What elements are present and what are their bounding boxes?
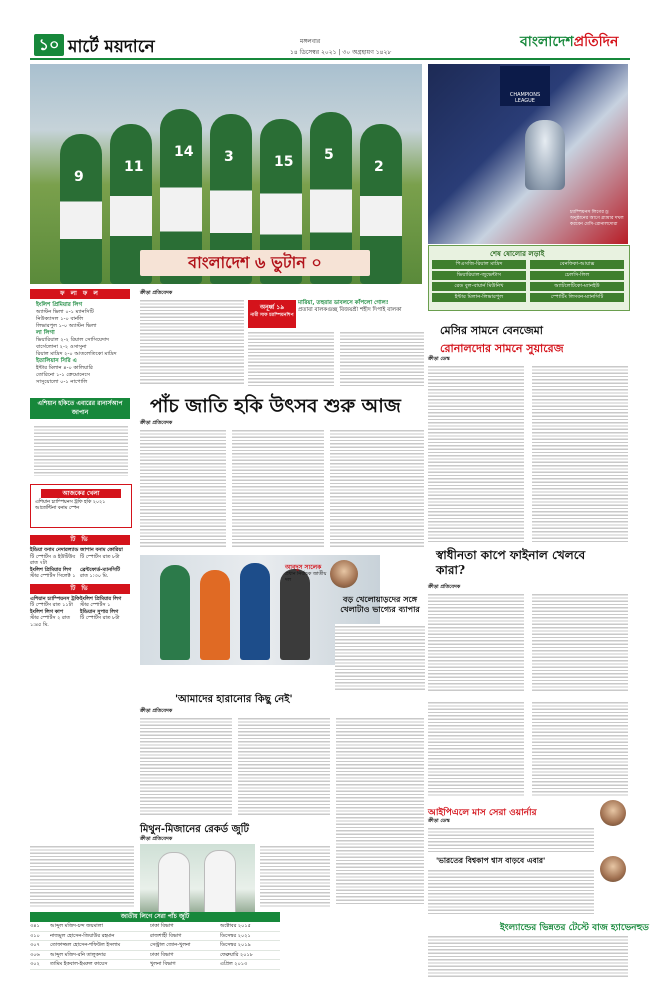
- table-row: [30, 951, 280, 961]
- cell: নাজমুল হোসেন-জিয়াউর রহমান: [50, 932, 115, 939]
- league-name: লা লিগা: [36, 330, 55, 336]
- result-line: বার্সেলোনা ২-২ ওসাসুনা: [36, 344, 87, 350]
- body-text: [428, 868, 594, 914]
- body-text: [260, 844, 330, 908]
- body-text: [232, 428, 324, 548]
- result-line: অ্যাস্টন ভিলা ০-১ ম্যানসিটি: [36, 309, 94, 315]
- result-line: তোরিনো ১-১ ক্রেমোনেসে: [36, 372, 91, 378]
- body-text: [428, 934, 628, 978]
- quote-role: প্রধান নির্বাচক জাতীয় দল: [285, 572, 327, 583]
- fixture: স্পোর্টিং লিসবন-ম্যানসিটি: [530, 293, 624, 302]
- jersey-number: 11: [124, 159, 144, 175]
- quote-name: আবদুস সালেক: [285, 564, 322, 571]
- body-text: [340, 330, 424, 388]
- photo-caption: চ্যাম্পিয়নস লিগের ড্র অনুষ্ঠানের আগে গ্ল্যামার দখল করবেন মেসি-রোনালদোরা: [570, 210, 624, 227]
- body-text: [330, 428, 424, 548]
- body-text: [532, 700, 628, 796]
- england-headline: ইংল্যান্ডের ভিন্নতর টেস্টে বাজ হ্যাভেনহুড: [500, 923, 649, 933]
- byline: ক্রীড়া প্রতিবেদক: [140, 708, 173, 714]
- cell: ৩১০: [30, 932, 40, 939]
- jersey-number: 2: [374, 159, 384, 175]
- news-brief-headline: এশিয়ান হকিতে এবারের রানার্সআপ জাপান: [30, 398, 130, 419]
- result-line: ইন্টার মিলান ৪-০ কালিয়ারি: [36, 365, 93, 371]
- header-divider: [30, 58, 630, 60]
- byline: ক্রীড়া প্রতিবেদক: [140, 290, 173, 296]
- fixture: ইন্টার মিলান-লিভারপুল: [432, 293, 526, 302]
- cell: ঢাকা বিভাগ: [150, 951, 174, 958]
- brand-part-b: প্রতিদিন: [573, 34, 619, 50]
- jersey-number: 3: [224, 149, 234, 165]
- issue-date: ১৪ ডিসেম্বর ২০২১ | ৩০ অগ্রহায়ণ ১৪২৮: [290, 49, 392, 56]
- tv-program: এশিয়ান চ্যাম্পিয়নস ট্রফি: [30, 595, 80, 602]
- result-line: রিয়াল মাদ্রিদ ২-০ আতলেতিকো মাদ্রিদ: [36, 351, 117, 357]
- table-row: [30, 941, 280, 951]
- today-box: [30, 484, 132, 528]
- tv-time: টি স্পোর্টস রাত ৮টা: [80, 553, 120, 560]
- cell: তোফাজ্জল হোসেন-শফিউল ইসলাম: [50, 942, 121, 948]
- today-text: এশিয়ান চ্যাম্পিয়নস ট্রফি হকি ২০২১ আর্জেন্টিনা বনাম স্পেন: [35, 500, 106, 512]
- table-row: [30, 960, 280, 970]
- table-title: জাতীয় লিগে সেরা পাঁচ জুটি: [30, 912, 280, 922]
- player-avatar: [600, 856, 626, 882]
- tv-title: টি ভি: [30, 535, 130, 545]
- issue-day: মঙ্গলবার: [300, 38, 321, 45]
- tv-time: স্টার স্পোর্টস ২ রাত ১:৪৫ মি.: [30, 615, 70, 628]
- body-text: [335, 624, 425, 690]
- u19-sub: নারী সাফ চ্যাম্পিয়নশিপ: [250, 313, 294, 318]
- cell: আব্দুল মজিদ-রনি তালুকদার: [50, 951, 106, 958]
- tv-program: ইংলিশ প্রিমিয়ার লিগ: [30, 566, 72, 573]
- brand-part-a: বাংলাদেশ: [520, 34, 574, 50]
- jersey-number: 15: [274, 154, 294, 170]
- tv-program: ইংলিশ লিগ কাপ: [30, 608, 64, 615]
- round-of-16-title: শেষ ষোলোর লড়াই: [490, 250, 545, 258]
- league-name: ইংলিশ প্রিমিয়ার লিগ: [36, 302, 83, 308]
- tv-program: ইন্ডিয়া বনাম নেদারল্যান্ড: [30, 547, 79, 553]
- hockey-headline: পাঁচ জাতি হকি উৎসব শুরু আজ: [150, 395, 401, 417]
- body-text: [248, 330, 334, 388]
- fixture: পিএসজি-রিয়াল মাদ্রিদ: [432, 260, 526, 269]
- cricket-photo: [140, 844, 255, 919]
- section-title: মার্টে ময়দানে: [68, 37, 155, 57]
- lead-headline-banner: বাংলাদেশ ৬ ভুটান ০: [140, 250, 370, 276]
- u19-label: অনূর্ধ্ব ১৯: [259, 304, 285, 311]
- tv-program: ইংলিশ প্রিমিয়ার লিগ: [80, 595, 122, 602]
- ipl-headline: আইপিএলে মাস সেরা ওয়ার্নার: [428, 808, 537, 818]
- cell: তামিম ইকবাল-ইমরুল কায়েস: [50, 961, 108, 967]
- feature-headline: বড় খেলোয়াড়দের সঙ্গে খেলাটাও ভাগ্যের ব্যাপার: [340, 594, 420, 614]
- body-text: [428, 592, 524, 692]
- u19-tag: [248, 300, 296, 328]
- result-line: নিউক্যাসল ১-০ বার্নলি: [36, 316, 84, 322]
- fixture: চেলসি-লিল: [530, 271, 624, 280]
- jersey-number: 14: [174, 144, 194, 160]
- tv-time: টি স্পোর্টস রাত ১১টা: [30, 602, 73, 608]
- body-text: [428, 700, 524, 796]
- body-text: [140, 298, 244, 386]
- cell: ডিসেম্বর ২০১৯: [220, 942, 251, 948]
- byline: ক্রীড়া প্রতিবেদক: [140, 420, 173, 426]
- tv-time: স্টার স্পোর্টস সিলেক্ট ১: [30, 573, 76, 579]
- u19-headline: [298, 300, 426, 314]
- body-text: [428, 826, 594, 852]
- cell: ৩৪১: [30, 923, 40, 929]
- result-line: লিভারপুল ১-০ অ্যাস্টন ভিলা: [36, 323, 97, 329]
- tv-program: জাপান বনাম কোরিয়া: [80, 547, 123, 553]
- table-row: [30, 932, 280, 942]
- byline: ক্রীড়া প্রতিবেদক: [140, 836, 173, 842]
- u19-subheadline: প্রতাবা বালকগুচ্ছ বিজয়শ্রী শহীদ দিপাই বালকা: [298, 307, 402, 313]
- cell: ডিসেম্বর ২০২১: [220, 932, 251, 939]
- body-text: [34, 424, 128, 476]
- cell: ৩০৬: [30, 951, 40, 958]
- cell: অক্টোবর ২০১৫: [220, 923, 251, 929]
- body-text: [140, 716, 232, 816]
- tv-time: টি স্পোর্টস ও ইউটিউব রাত ৭টা: [30, 553, 76, 566]
- tv-time: টি স্পোর্টস রাত ৮টা: [80, 615, 120, 621]
- results-panel: [30, 289, 130, 386]
- cell: ঢাকা বিভাগ: [150, 923, 174, 929]
- tv-time: স্টার স্পোর্টস ১: [80, 602, 111, 608]
- trophy-image: [525, 120, 565, 190]
- tv-title-2: টি ভি: [30, 584, 130, 594]
- byline: ক্রীড়া ডেস্ক: [428, 818, 450, 824]
- body-text: [428, 364, 524, 544]
- india-headline: 'ভারতের বিশ্বকাপ শ্বাস বাড়বে এবার': [436, 856, 546, 865]
- cricket-headline: মিথুন-মিজানের রেকর্ড জুটি: [140, 824, 249, 835]
- body-text: [336, 716, 424, 906]
- player-avatar: [600, 800, 626, 826]
- selector-avatar: [330, 560, 358, 588]
- today-label: আজকের খেলা: [41, 489, 121, 498]
- byline: ক্রীড়া প্রতিবেদক: [428, 584, 461, 590]
- tv-schedule: [30, 535, 130, 628]
- cell: রাজশাহী বিভাগ: [150, 932, 182, 939]
- cell: ৩০২: [30, 961, 40, 967]
- byline: ক্রীড়া ডেস্ক: [428, 356, 450, 362]
- table-row: [30, 922, 280, 932]
- body-text: [238, 716, 330, 816]
- body-text: [532, 364, 628, 544]
- fixture: অ্যাটলেটিকো-ম্যানইউ: [530, 282, 624, 291]
- results-title: ফ লা ফ ল: [30, 289, 130, 299]
- champions-league-logo: CHAMPIONS LEAGUE: [500, 66, 550, 106]
- photo-caption-headline: 'আমাদের হারানোর কিছু নেই': [175, 694, 293, 705]
- result-line: ভিয়ারিয়াল ২-২ রিয়াল সোসিয়েদাদ: [36, 337, 110, 343]
- fixture: বেনফিকা-আয়াক্স: [530, 260, 624, 269]
- fixture: ভিয়ারিয়াল-জুভেন্টাস: [432, 271, 526, 280]
- jersey-number: 9: [74, 169, 84, 185]
- cell: আব্দুল মজিদ-চন্দ জয়মালা: [50, 923, 103, 929]
- jersey-number: 5: [324, 147, 334, 163]
- story-headline: মেসির সামনে বেনজেমা: [440, 324, 543, 337]
- body-text: [532, 592, 628, 692]
- tv-program: ইন্ডিয়ান সুপার লিগ: [80, 608, 119, 615]
- tv-program: ব্রেন্টফোর্ড-ম্যানসিটি: [80, 566, 120, 573]
- body-text: [30, 844, 134, 908]
- cell: খুলনা বিভাগ: [150, 961, 176, 967]
- cell: ফেব্রুয়ারি ২০১৮: [220, 951, 253, 958]
- brand-logo: [520, 30, 618, 54]
- tv-time: রাত ১:৩০ মি.: [80, 573, 109, 579]
- league-name: ইতালিয়ান সিরি এ: [36, 358, 77, 364]
- cell: এপ্রিল ২০১৩: [220, 961, 248, 967]
- fixture: রেড বুল-বায়ার্ন মিউনিখ: [432, 282, 526, 291]
- body-text: [140, 428, 226, 548]
- page-number: ১০: [34, 34, 64, 56]
- u19-headline-text: মারিয়া, তহুরার ডাবলসে কাঁপলো গোল!: [298, 300, 389, 306]
- cell: ৩০৭: [30, 942, 40, 948]
- story-subheadline: রোনালদোর সামনে সুয়ারেজ: [440, 342, 564, 355]
- result-line: সাসুয়োলো ০-১ নাপোলি: [36, 379, 88, 385]
- final-headline: স্বাধীনতা কাপে ফাইনাল খেলবে কারা?: [436, 548, 586, 577]
- cell: সেন্ট্রাল জোন-খুলনা: [150, 942, 191, 948]
- record-partnerships-table: [30, 912, 280, 970]
